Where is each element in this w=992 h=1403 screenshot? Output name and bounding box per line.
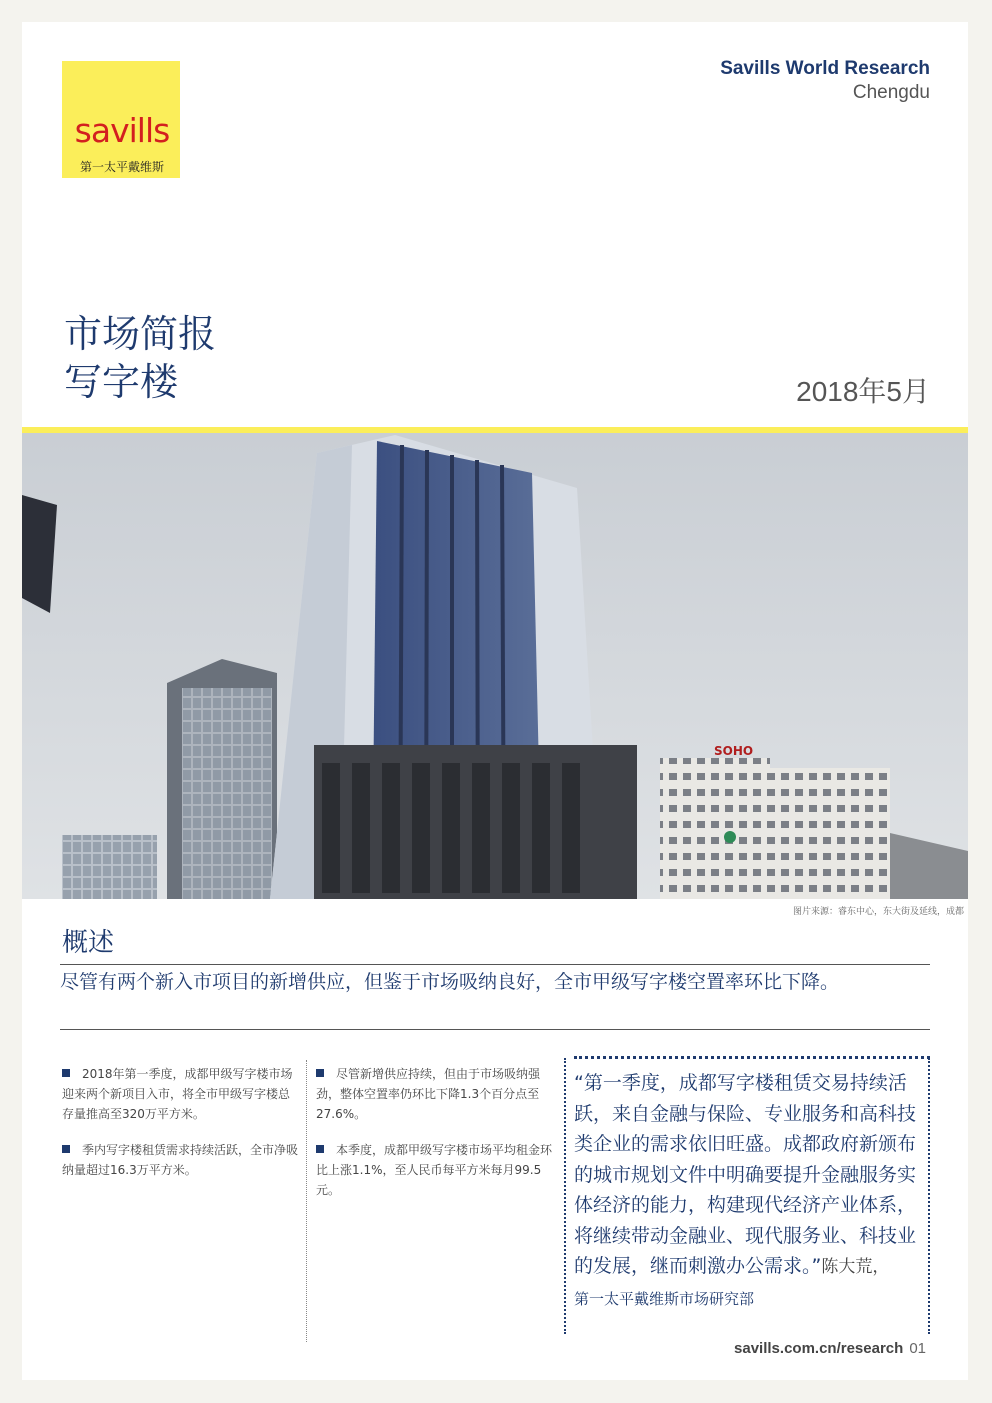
- summary-bottom-rule: [60, 1029, 930, 1030]
- photo-sign-text: SOHO: [714, 744, 754, 758]
- square-bullet-icon: [316, 1069, 324, 1077]
- cover-photo: [22, 433, 968, 899]
- bullets-left-column: [62, 1064, 298, 1196]
- quote-top-dots: [574, 1056, 930, 1059]
- bullet-text: 2018年第一季度，成都甲级写字楼市场迎来两个新项目入市，将全市甲级写字楼总存量推高至320万平方米。: [62, 1067, 293, 1121]
- square-bullet-icon: [62, 1145, 70, 1153]
- report-title-line1: 市场简报: [64, 312, 217, 356]
- bullet-item: [316, 1140, 552, 1200]
- publisher-title: Savills World Research: [720, 58, 930, 79]
- report-date: 2018年5月: [796, 376, 930, 407]
- overview-heading: 概述: [62, 928, 115, 958]
- quote-right-dots: [928, 1058, 930, 1334]
- bullet-text: 季内写字楼租赁需求持续活跃，全市净吸纳量超过16.3万平方米。: [62, 1143, 299, 1177]
- summary-top-rule: [60, 964, 930, 965]
- bullet-item: [62, 1140, 298, 1180]
- bullet-item: [62, 1064, 298, 1124]
- logo-chinese-name: 第一太平戴维斯: [79, 160, 164, 174]
- column-divider: [306, 1060, 307, 1342]
- page-number: 01: [909, 1340, 926, 1357]
- page-footer: [734, 1340, 926, 1357]
- report-page: [22, 22, 968, 1380]
- research-url[interactable]: savills.com.cn/research: [734, 1340, 904, 1357]
- bullet-text: 本季度，成都甲级写字楼市场平均租金环比上涨1.1%，至人民币每平方米每月99.5元。: [316, 1143, 553, 1197]
- pull-quote: [574, 1068, 934, 1314]
- savills-logo: [62, 61, 180, 178]
- square-bullet-icon: [316, 1145, 324, 1153]
- quote-author: 陈大荒，: [821, 1257, 890, 1277]
- quote-text: “第一季度，成都写字楼租赁交易持续活跃，来自金融与保险、专业服务和高科技类企业的需求依旧旺盛。成都政府新颁布的城市规划文件中明确要提升金融服务实体经济的能力，构建现代经济产业体系，将继续带动金融业、现代服务业、科技业的发展，继而刺激办公需求。”: [574, 1072, 917, 1277]
- quote-department: 第一太平戴维斯市场研究部: [574, 1289, 755, 1308]
- logo-wordmark: savills: [74, 111, 170, 150]
- report-title: [64, 310, 216, 406]
- bullet-item: [316, 1064, 552, 1124]
- bullet-text: 尽管新增供应持续，但由于市场吸纳强劲，整体空置率仍环比下降1.3个百分点至27.6%。: [316, 1067, 541, 1121]
- report-title-line2: 写字楼: [64, 360, 179, 404]
- quote-left-dots: [564, 1058, 566, 1334]
- overview-summary: 尽管有两个新入市项目的新增供应，但鉴于市场吸纳良好，全市甲级写字楼空置率环比下降。: [60, 971, 840, 993]
- photo-caption: 图片来源：睿东中心，东大街及延线，成都: [792, 907, 964, 917]
- bullets-middle-column: [316, 1064, 552, 1216]
- square-bullet-icon: [62, 1069, 70, 1077]
- publisher-city: Chengdu: [852, 82, 930, 103]
